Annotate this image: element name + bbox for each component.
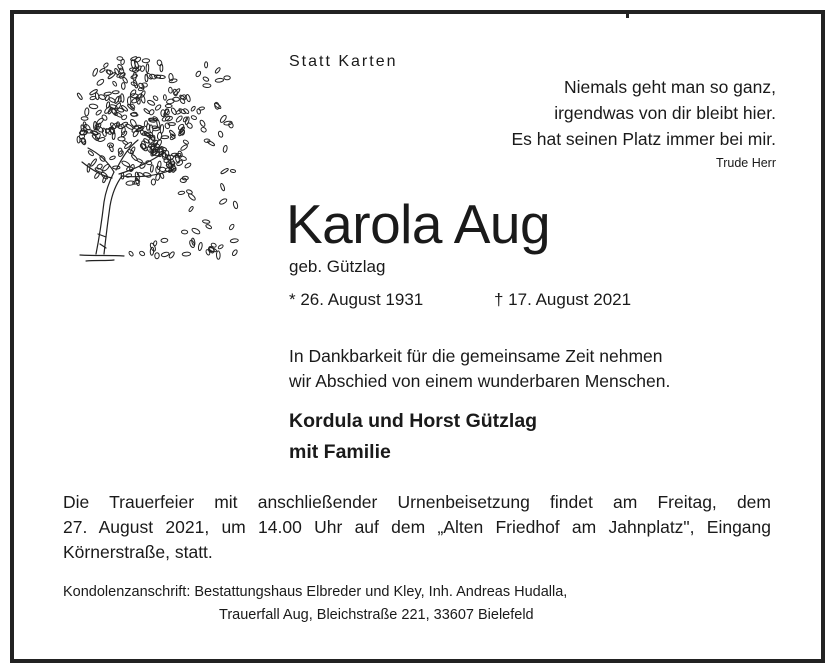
quote-author: Trude Herr (716, 156, 776, 170)
deceased-name: Karola Aug (286, 193, 551, 255)
maiden-name: geb. Gützlag (289, 257, 386, 276)
quote-line-3: Es hat seinen Platz immer bei mir. (511, 129, 776, 149)
service-line-1: Die Trauerfeier mit anschließender Urnenbeisetzung findet am Freitag, dem (63, 492, 771, 512)
family-line-1: Kordula und Horst Gützlag (289, 410, 538, 432)
family-line-2: mit Familie (289, 441, 391, 463)
quote-line-1: Niemals geht man so ganz, (563, 77, 776, 97)
service-line-2: 27. August 2021, um 14.00 Uhr auf dem „Alten Friedhof am Jahnplatz", Eingang (63, 517, 771, 537)
quote-line-2: irgendwas von dir bleibt hier. (554, 103, 776, 123)
thanks-line-2: wir Abschied von einem wunderbaren Menschen. (289, 371, 671, 391)
family-signature (289, 406, 537, 468)
tree-icon (66, 44, 242, 272)
service-info (63, 490, 771, 565)
border-notch (626, 14, 629, 18)
condolence-address-line-2: Trauerfall Aug, Bleichstraße 221, 33607 Bielefeld (219, 607, 534, 623)
condolence-address-line-1: Kondolenzanschrift: Bestattungshaus Elbreder und Kley, Inh. Andreas Hudalla, (63, 584, 568, 600)
service-line-3: Körnerstraße, statt. (63, 542, 213, 562)
death-date: † 17. August 2021 (494, 290, 632, 309)
birth-date: * 26. August 1931 (289, 290, 424, 309)
thanks-text (289, 344, 670, 394)
thanks-line-1: In Dankbarkeit für die gemeinsame Zeit nehmen (289, 346, 663, 366)
statt-karten-label: Statt Karten (289, 53, 398, 70)
